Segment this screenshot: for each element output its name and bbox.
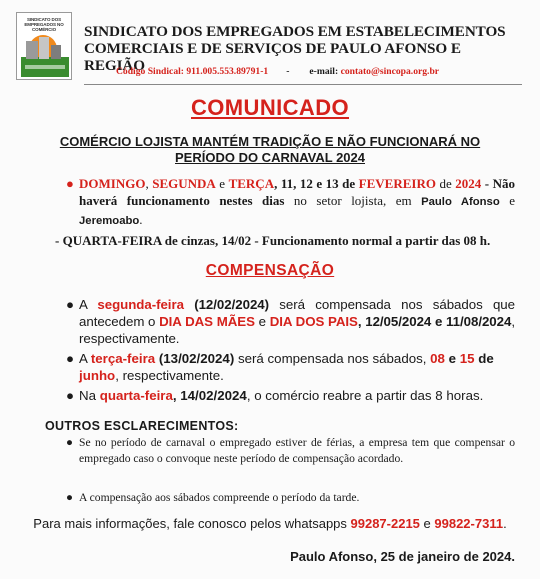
- whatsapp-number-1[interactable]: 99287-2215: [350, 516, 420, 531]
- closed-dates: , 11, 12 e 13 de: [274, 176, 359, 191]
- ash-wednesday-notice: - QUARTA-FEIRA de cinzas, 14/02 - Funcionamento normal a partir das 08 h.: [55, 233, 491, 248]
- email-link[interactable]: contato@sincopa.org.br: [340, 66, 440, 77]
- email-label: e-mail:: [309, 66, 339, 77]
- day-monday: segunda-feira: [97, 297, 184, 312]
- closed-days-notice: [66, 175, 515, 230]
- text-fragment: e: [444, 351, 460, 366]
- text-fragment: .: [503, 516, 507, 531]
- no-operation-notice: Não haverá funcionamento nestes dias: [79, 176, 515, 208]
- contact-info-text: Para mais informações, fale conosco pelos whatsapps: [33, 516, 351, 531]
- text-fragment: será compensada nos sábados que antecedem o: [79, 297, 515, 329]
- bullet-icon: ●: [66, 297, 74, 312]
- union-logo: [16, 12, 72, 80]
- text-fragment: , o comércio reabre a partir das 8 horas.: [246, 388, 484, 403]
- headline: COMÉRCIO LOJISTA MANTÉM TRADIÇÃO E NÃO FUNCIONARÁ NO PERÍODO DO CARNAVAL 2024: [59, 134, 481, 165]
- clarification-text: A compensação aos sábados compreende o período da tarde.: [79, 491, 360, 504]
- monday-compensation-dates: , 12/05/2024 e 11/08/2024: [357, 314, 512, 329]
- text-fragment: -: [481, 176, 490, 191]
- month-june: junho: [79, 368, 116, 383]
- signature-date: Paulo Afonso, 25 de janeiro de 2024.: [290, 549, 515, 564]
- union-code: Código Sindical: 911.005.553.89791-1: [116, 66, 269, 77]
- wednesday-reopen: [66, 387, 515, 404]
- city-jeremoabo: Jeremoabo: [79, 215, 140, 227]
- day-wednesday: quarta-feira: [99, 388, 173, 403]
- logo-text: SINDICATO DOS EMPREGADOS NO COMÉRCIO: [24, 17, 64, 32]
- text-fragment: ,: [145, 176, 149, 191]
- clarification-item: [66, 490, 515, 506]
- bullet-icon: ●: [66, 436, 74, 449]
- whatsapp-number-2[interactable]: 99822-7311: [434, 516, 504, 531]
- day-monday: SEGUNDA: [152, 176, 216, 191]
- page-title: COMUNICADO: [191, 95, 349, 120]
- text-fragment: e: [215, 176, 229, 191]
- day-tuesday: TERÇA: [228, 176, 275, 191]
- text-fragment: A: [79, 297, 98, 312]
- text-fragment: , respectivamente.: [115, 368, 224, 383]
- text-fragment: .: [139, 212, 143, 227]
- text-fragment: Na: [79, 388, 100, 403]
- header-divider: [84, 84, 522, 85]
- day-08: 08: [430, 351, 445, 366]
- clarification-text: Se no período de carnaval o empregado estiver de férias, a empresa tem que compensar o empregado caso o convoque neste período de compensação acordado.: [79, 436, 515, 465]
- fathers-day: DIA DOS PAIS: [269, 314, 358, 329]
- text-fragment: e: [254, 314, 270, 329]
- wednesday-date: , 14/02/2024: [172, 388, 247, 403]
- text-fragment: será compensada nos sábados,: [234, 351, 431, 366]
- month: FEVEREIRO: [358, 176, 436, 191]
- text-fragment: A: [79, 351, 91, 366]
- day-sunday: DOMINGO: [79, 176, 146, 191]
- contact-info: [0, 516, 540, 531]
- city-paulo-afonso: Paulo Afonso: [421, 196, 500, 208]
- bullet-icon: ●: [66, 176, 74, 191]
- clarifications-title: OUTROS ESCLARECIMENTOS:: [45, 419, 239, 433]
- text-fragment: no setor lojista, em: [284, 193, 422, 208]
- text-fragment: de: [474, 351, 494, 366]
- tuesday-date: (13/02/2024): [155, 351, 235, 366]
- contact-line: [116, 66, 439, 77]
- year: 2024: [455, 176, 482, 191]
- day-tuesday: terça-feira: [90, 351, 156, 366]
- monday-date: (12/02/2024): [183, 297, 270, 312]
- text-fragment: , respectivamente.: [79, 314, 516, 346]
- text-fragment: de: [435, 176, 456, 191]
- contact-separator: -: [286, 66, 290, 77]
- tuesday-compensation: [66, 350, 515, 384]
- clarification-item: [66, 435, 515, 467]
- mothers-day: DIA DAS MÃES: [159, 314, 255, 329]
- compensation-title: COMPENSAÇÃO: [205, 262, 335, 279]
- bullet-icon: ●: [66, 388, 75, 403]
- text-fragment: e: [419, 516, 435, 531]
- organization-name-line-2: COMERCIAIS E DE SERVIÇOS DE PAULO AFONSO E REGIÃO: [84, 40, 461, 74]
- day-15: 15: [459, 351, 475, 366]
- bullet-icon: ●: [66, 351, 75, 366]
- monday-compensation: [66, 296, 516, 347]
- organization-name-line-1: SINDICATO DOS EMPREGADOS EM ESTABELECIMENTOS: [84, 23, 506, 40]
- bullet-icon: ●: [66, 491, 74, 504]
- text-fragment: e: [499, 193, 515, 208]
- logo-emblem-icon: [17, 25, 72, 80]
